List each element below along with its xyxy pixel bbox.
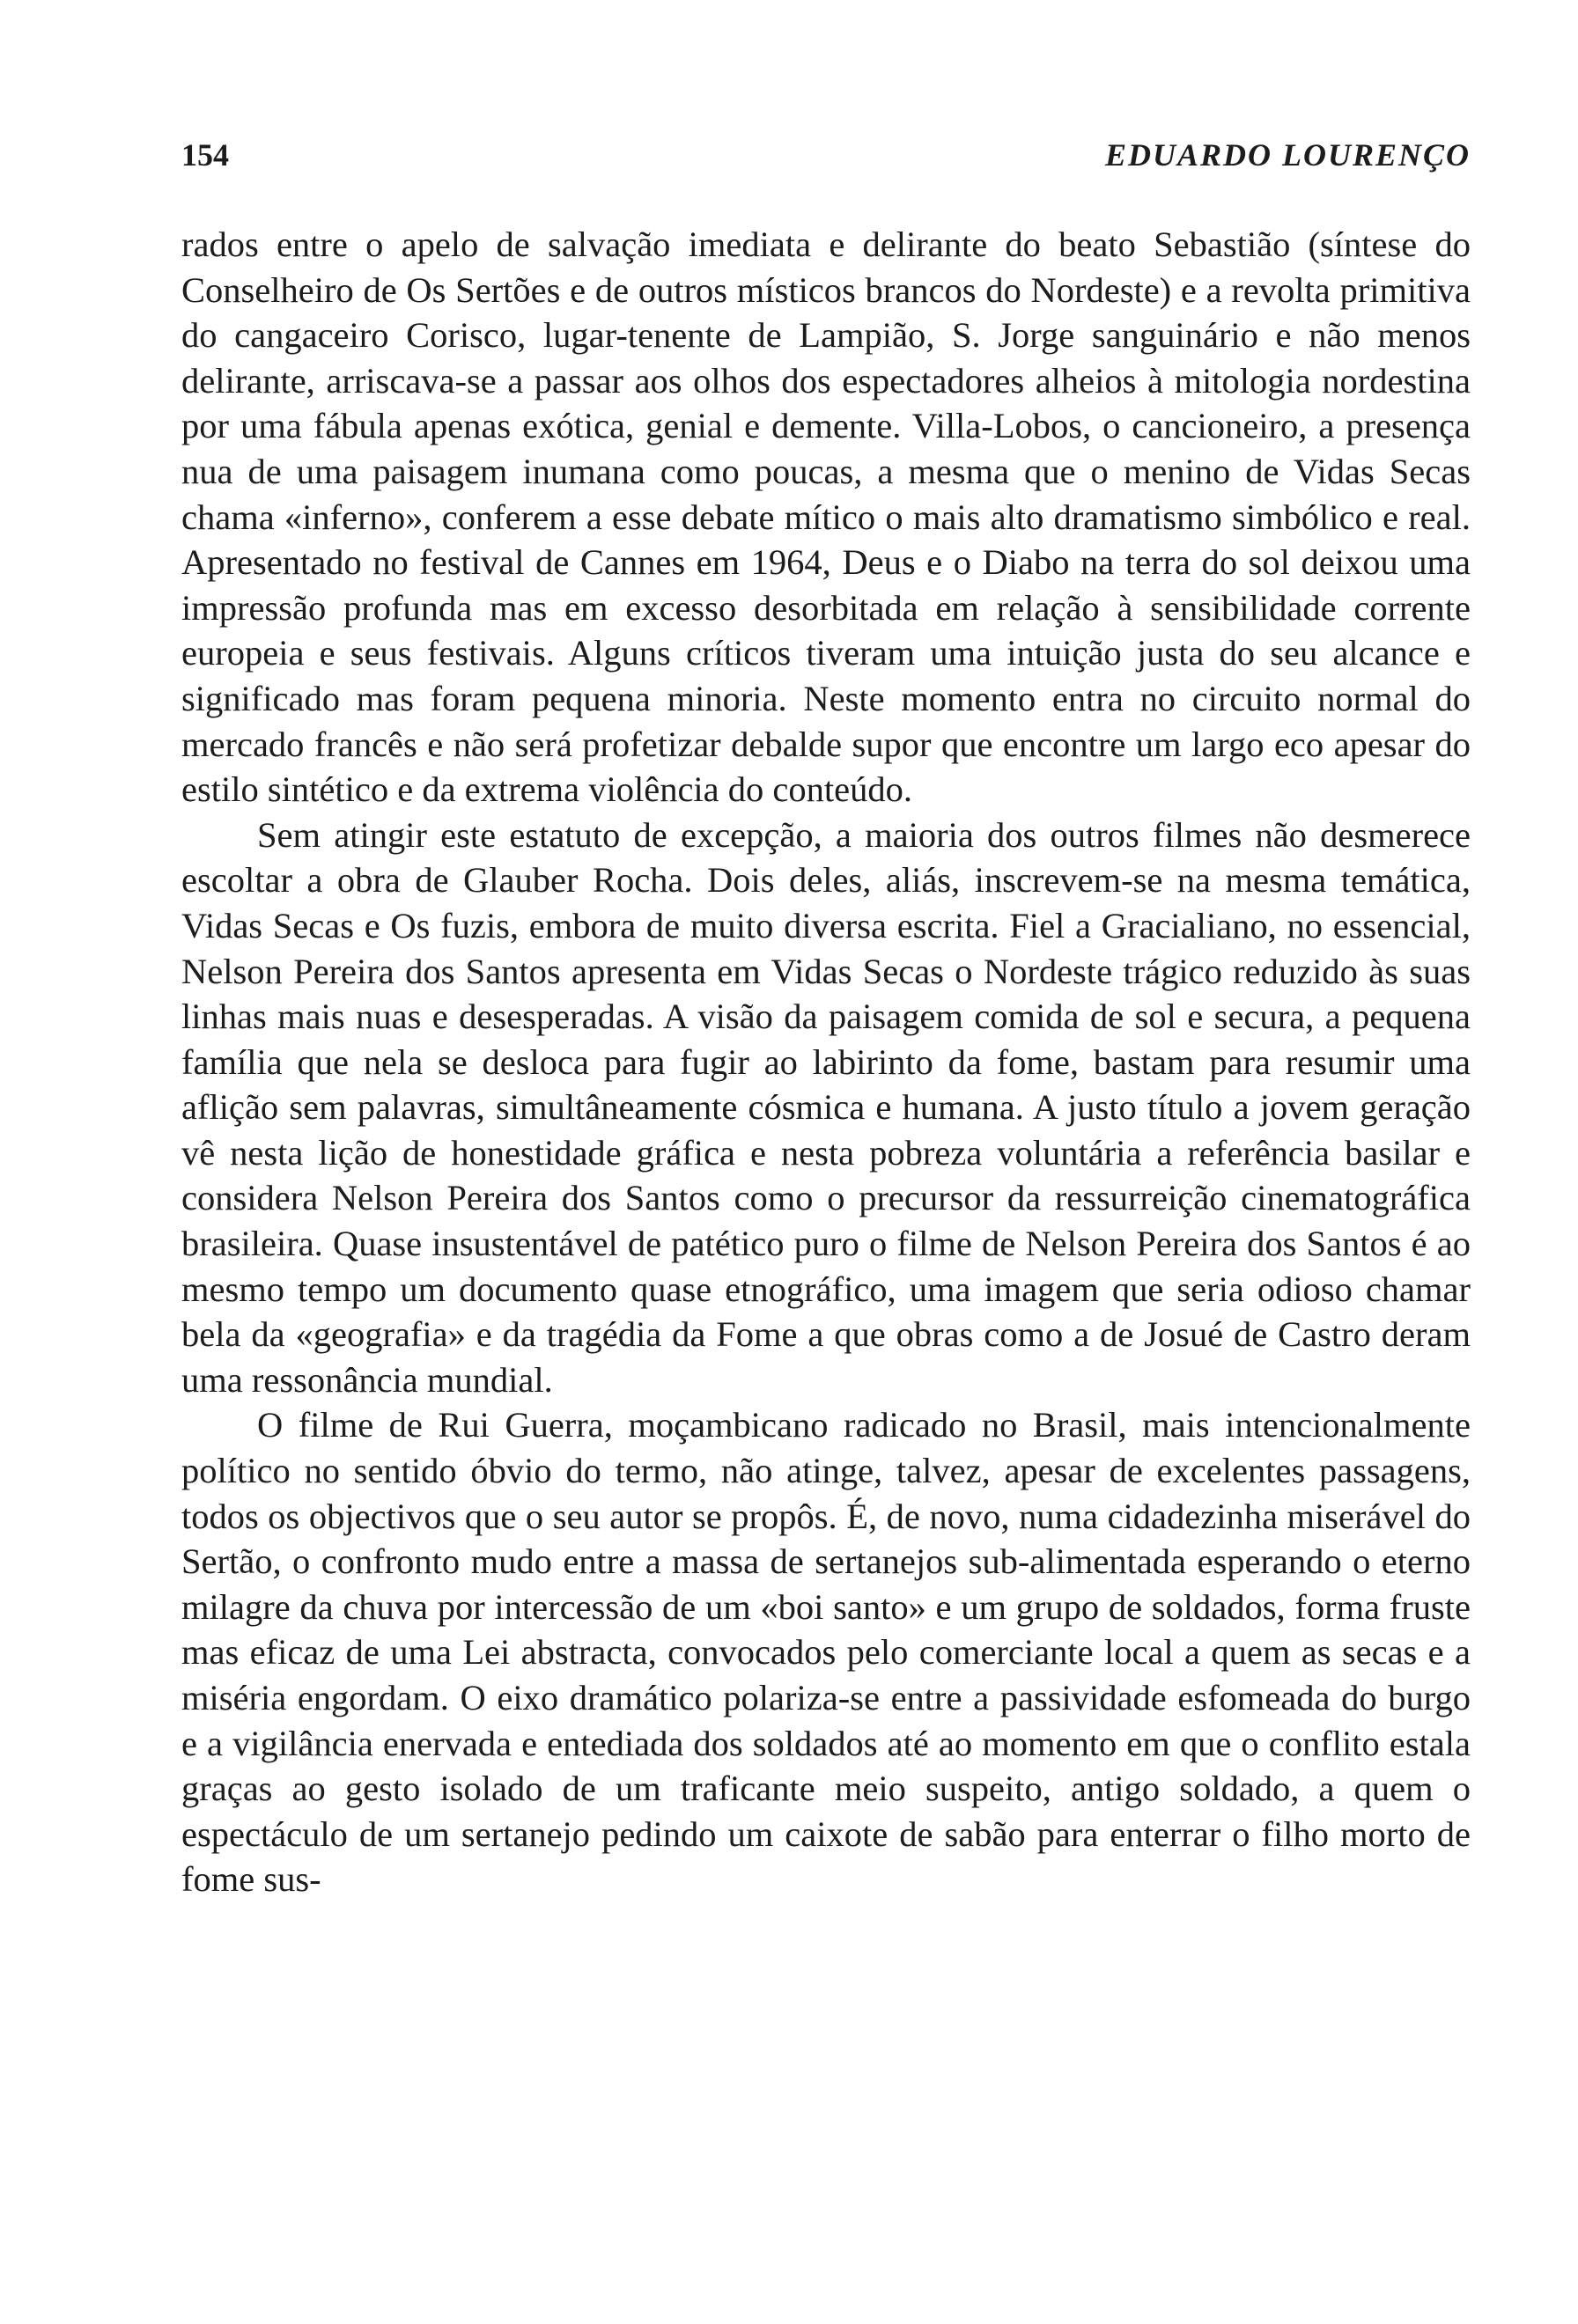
paragraph-continuation: rados entre o apelo de salvação imediata e delirante do beato Sebastião (síntese do Conselheiro de Os Sertões e de outros místicos brancos do Nordeste) e a revolta primitiva do cangaceiro Corisco, lugar-tenente de Lampião, S. Jorge sanguinário e não menos delirante, arriscava-se a passar aos olhos dos espectadores alheios à mitologia nordestina por uma fábula apenas exótica, genial e demente. Villa-Lobos, o cancioneiro, a presença nua de uma paisagem inumana como poucas, a mesma que o menino de Vidas Secas chama «inferno», conferem a esse debate mítico o mais alto dramatismo simbólico e real. Apresentado no festival de Cannes em 1964, Deus e o Diabo na terra do sol deixou uma impressão profunda mas em excesso desorbitada em relação à sensibilidade corrente europeia e seus festivais. Alguns críticos tiveram uma intuição justa do seu alcance e significado mas foram pequena minoria. Neste momento entra no circuito normal do mercado francês e não será profetizar debalde supor que encontre um largo eco apesar do estilo sintético e da extrema violência do conteúdo. <box>181 224 1471 810</box>
paragraph: Sem atingir este estatuto de excepção, a maioria dos outros filmes não desmerece escoltar a obra de Glauber Rocha. Dois deles, aliás, inscrevem-se na mesma temática, Vidas Secas e Os fuzis, embora de muito diversa escrita. Fiel a Gracialiano, no essencial, Nelson Pereira dos Santos apresenta em Vidas Secas o Nordeste trágico reduzido às suas linhas mais nuas e desesperadas. A visão da paisagem comida de sol e secura, a pequena família que nela se desloca para fugir ao labirinto da fome, bastam para resumir uma aflição sem palavras, simultâneamente cósmica e humana. A justo título a jovem geração vê nesta lição de honestidade gráfica e nesta pobreza voluntária a referência basilar e considera Nelson Pereira dos Santos como o precursor da ressurreição cinematográfica brasileira. Quase insustentável de patético puro o filme de Nelson Pereira dos Santos é ao mesmo tempo um documento quase etnográfico, uma imagem que seria odioso chamar bela da «geografia» e da tragédia da Fome a que obras como a de Josué de Castro deram uma ressonância mundial. <box>181 814 1471 1400</box>
page-number: 154 <box>181 137 229 173</box>
body-text <box>181 222 1471 1902</box>
running-head: EDUARDO LOURENÇO <box>1104 137 1471 173</box>
paragraph: O filme de Rui Guerra, moçambicano radicado no Brasil, mais intencionalmente político no sentido óbvio do termo, não atinge, talvez, apesar de excelentes passagens, todos os objectivos que o seu autor se propôs. É, de novo, numa cidadezinha miserável do Sertão, o confronto mudo entre a massa de sertanejos sub-alimentada esperando o eterno milagre da chuva por intercessão de um «boi santo» e um grupo de soldados, forma fruste mas eficaz de uma Lei abstracta, convocados pelo comerciante local a quem as secas e a miséria engordam. O eixo dramático polariza-se entre a passividade esfomeada do burgo e a vigilância enervada e entediada dos soldados até ao momento em que o conflito estala graças ao gesto isolado de um traficante meio suspeito, antigo soldado, a quem o espectáculo de um sertanejo pedindo um caixote de sabão para enterrar o filho morto de fome sus- <box>181 1405 1471 1900</box>
page-header <box>181 134 1471 176</box>
